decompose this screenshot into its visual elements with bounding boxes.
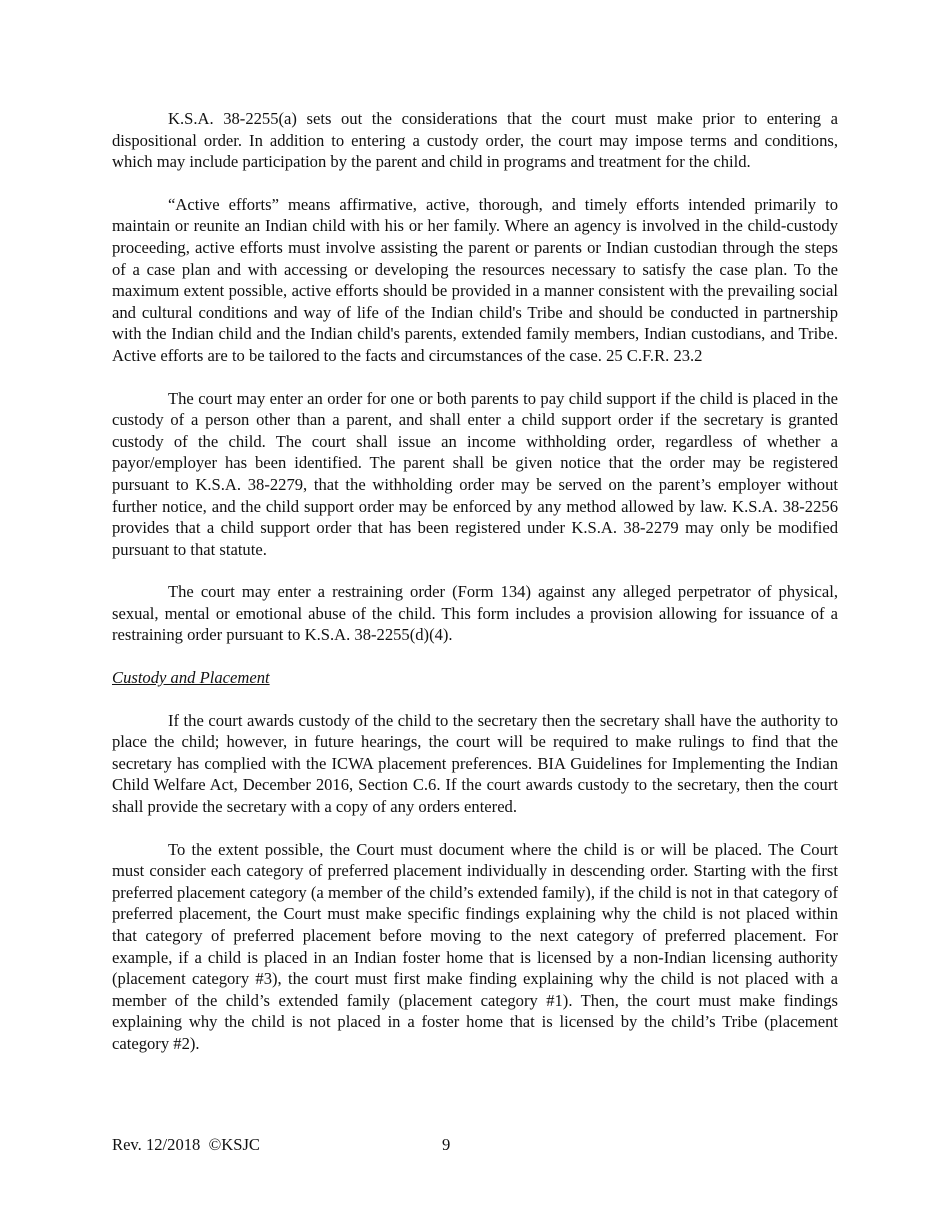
paragraph-placement-preferences: To the extent possible, the Court must document where the child is or will be placed. The Court must consider each category of preferred placement individually in descending order. Starting with the first preferred placement category (a member of the child’s extended family), if the child is not in that category of preferred placement, the Court must make specific findings explaining why the child is not placed within that category of preferred placement before moving to the next category of preferred placement. For example, if a child is placed in an Indian foster home that is licensed by a non-Indian licensing authority (placement category #3), the court must first make finding explaining why the child is not placed with a member of the child’s extended family (placement category #1). Then, the court must make findings explaining why the child is not placed in a foster home that is licensed by the child’s Tribe (placement category #2).: [112, 839, 838, 1053]
paragraph-child-support: The court may enter an order for one or both parents to pay child support if the child is placed in the custody of a person other than a parent, and shall enter a child support order if the secretary is granted custody of the child. The court shall issue an income withholding order, regardless of whether a payor/employer has been identified. The parent shall be given notice that the order may be registered pursuant to K.S.A. 38-2279, that the withholding order may be served on the parent’s employer without further notice, and the child support order may be enforced by any method allowed by law. K.S.A. 38-2256 provides that a child support order that has been registered under K.S.A. 38-2279 may only be modified pursuant to that statute.: [112, 388, 838, 559]
paragraph-restraining-order: The court may enter a restraining order (Form 134) against any alleged perpetrator of physical, sexual, mental or emotional abuse of the child. This form includes a provision allowing for issuance of a restraining order pursuant to K.S.A. 38-2255(d)(4).: [112, 582, 838, 645]
section-heading-custody-placement: [112, 667, 838, 689]
paragraph-custody-secretary: If the court awards custody of the child to the secretary then the secretary shall have the authority to place the child; however, in future hearings, the court will be required to make rulings to find that the secretary has complied with the ICWA placement preferences. BIA Guidelines for Implementing the Indian Child Welfare Act, December 2016, Section C.6. If the court awards custody to the secretary, then the court shall provide the secretary with a copy of any orders entered.: [112, 710, 838, 817]
footer-revision: Rev. 12/2018 ©KSJC: [112, 1135, 260, 1154]
footer-page-number: 9: [442, 1135, 451, 1154]
section-heading-text: Custody and Placement: [112, 668, 270, 688]
paragraph-dispositional-order: K.S.A. 38-2255(a) sets out the considerations that the court must make prior to entering a dispositional order. In addition to entering a custody order, the court may impose terms and conditions, which may include participation by the parent and child in programs and treatment for the child.: [112, 109, 838, 172]
paragraph-active-efforts: “Active efforts” means affirmative, active, thorough, and timely efforts intended primarily to maintain or reunite an Indian child with his or her family. Where an agency is involved in the child-custody proceeding, active efforts must involve assisting the parent or parents or Indian custodian through the steps of a case plan and with accessing or developing the resources necessary to satisfy the case plan. To the maximum extent possible, active efforts should be provided in a manner consistent with the prevailing social and cultural conditions and way of life of the Indian child's Tribe and should be conducted in partnership with the Indian child and the Indian child's parents, extended family members, Indian custodians, and Tribe. Active efforts are to be tailored to the facts and circumstances of the case. 25 C.F.R. 23.2: [112, 194, 838, 365]
document-page: [112, 108, 838, 1076]
